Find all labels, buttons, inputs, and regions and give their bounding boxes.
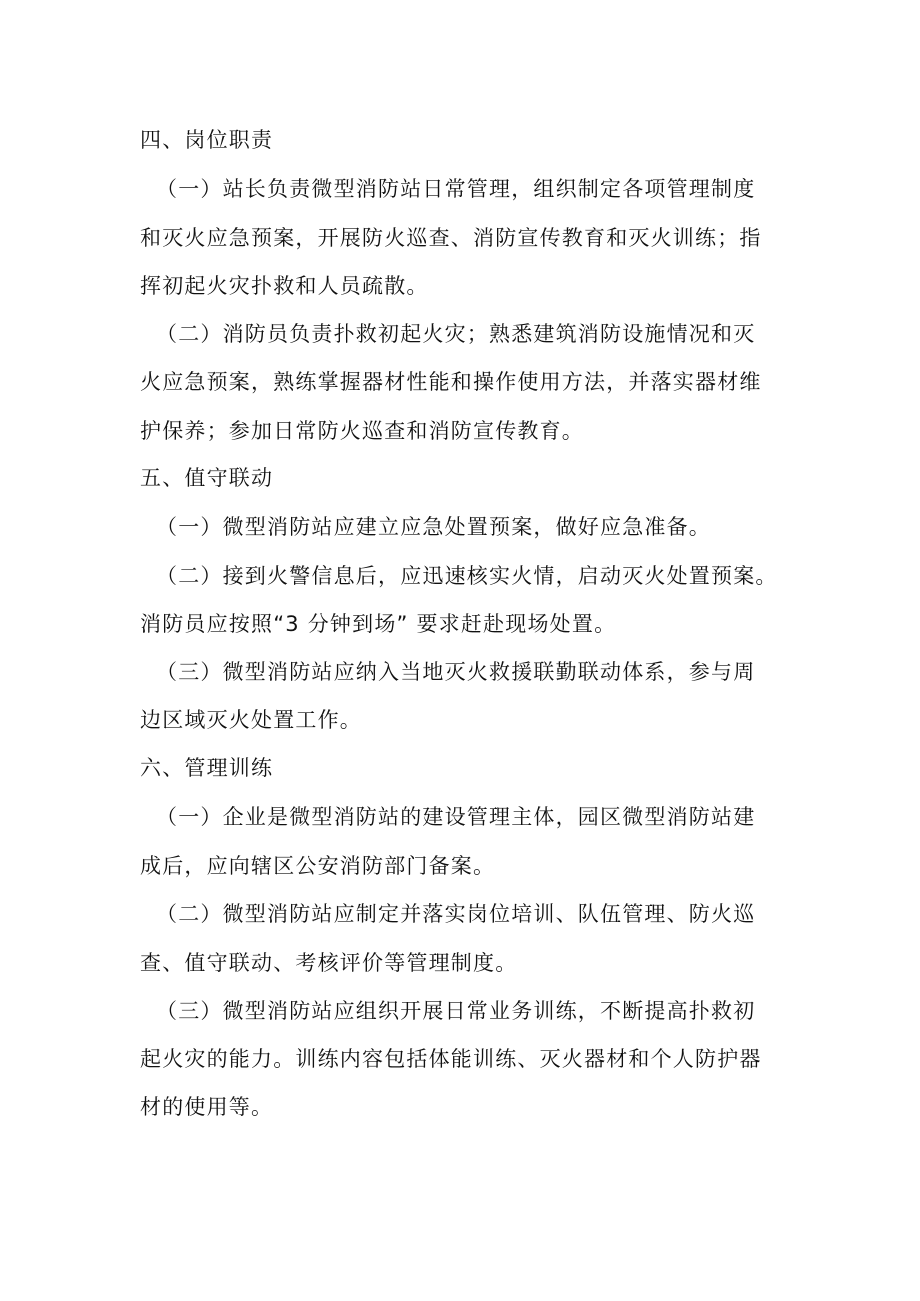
paragraph-line: （二）消防员负责扑救初起火灾；熟悉建筑消防设施情况和灭 [156,322,756,346]
paragraph-line: 查、值守联动、考核评价等管理制度。 [140,951,518,975]
paragraph-line: 边区域灭火处置工作。 [140,708,362,732]
paragraph-line: 火应急预案，熟练掌握器材性能和操作使用方法，并落实器材维 [140,370,762,394]
paragraph-line: 材的使用等。 [140,1095,274,1119]
section-heading-6: 六、管理训练 [140,756,274,780]
paragraph-line: （一）微型消防站应建立应急处置预案，做好应急准备。 [156,515,711,539]
section-heading-4: 四、岗位职责 [140,128,274,152]
paragraph-line: （二）接到火警信息后，应迅速核实火情，启动灭火处置预案。 [156,564,778,588]
paragraph-line: 护保养；参加日常防火巡查和消防宣传教育。 [140,419,584,443]
paragraph-line: 起火灾的能力。训练内容包括体能训练、灭火器材和个人防护器 [140,1047,762,1071]
paragraph-line: （一）企业是微型消防站的建设管理主体，园区微型消防站建 [156,805,756,829]
paragraph-line: 成后，应向辖区公安消防部门备案。 [140,854,496,878]
paragraph-line: （三）微型消防站应组织开展日常业务训练，不断提高扑救初 [156,999,756,1023]
paragraph-line: （三）微型消防站应纳入当地灭火救援联勤联动体系，参与周 [156,660,756,684]
paragraph-line: （一）站长负责微型消防站日常管理，组织制定各项管理制度 [156,177,756,201]
section-heading-5: 五、值守联动 [140,466,274,490]
paragraph-line: 挥初起火灾扑救和人员疏散。 [140,274,429,298]
paragraph-line: 消防员应按照“3 分钟到场” 要求赶赴现场处置。 [140,612,617,636]
paragraph-line: （二）微型消防站应制定并落实岗位培训、队伍管理、防火巡 [156,902,756,926]
paragraph-line: 和灭火应急预案，开展防火巡查、消防宣传教育和灭火训练；指 [140,226,762,250]
